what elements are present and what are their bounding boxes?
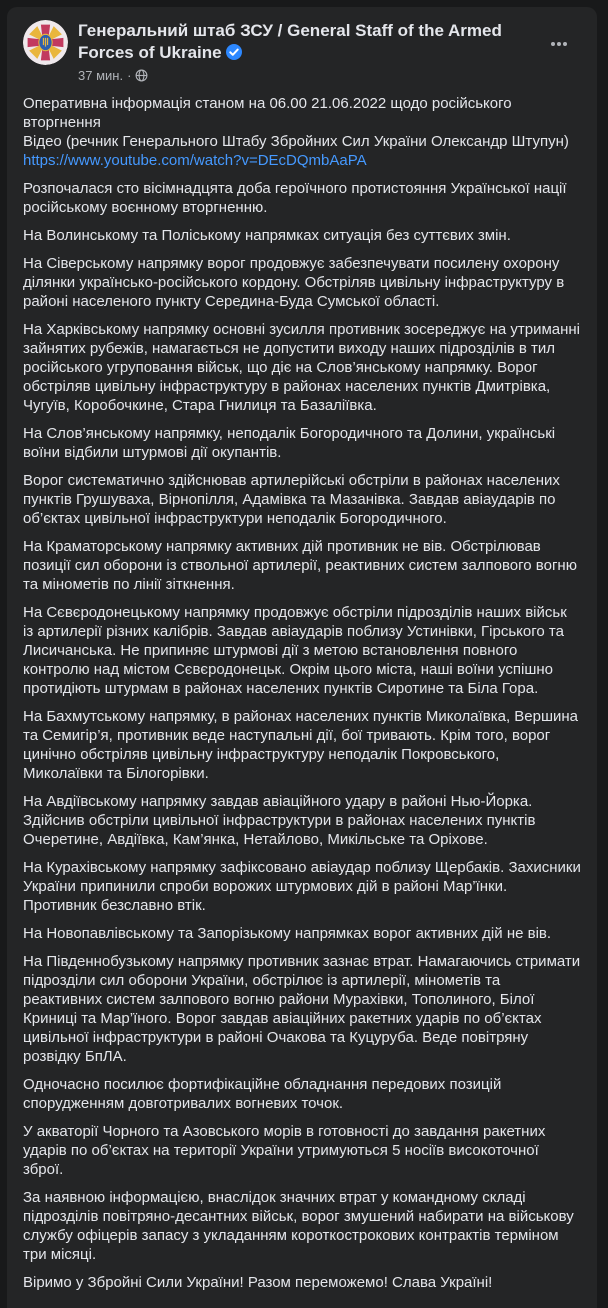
post-intro-line1: Оперативна інформація станом на 06.00 21.06.2022 щодо російського вторгнення <box>23 95 512 131</box>
post-paragraph: На Сіверському напрямку ворог продовжує забезпечувати посилену охорону ділянки українсько-російського кордону. Обстріляв цивільну інфраструктуру в районі населеного пункту Середина-Буда Сумської області. <box>23 255 565 310</box>
post-paragraph: У акваторії Чорного та Азовського морів в готовності до завдання ракетних ударів по об’єктах на території України утримуються 5 носіїв високоточної зброї. <box>23 1123 546 1178</box>
post-text <box>23 94 581 1292</box>
post-timestamp[interactable]: 37 мин. <box>78 68 124 83</box>
post-intro-block <box>23 94 581 170</box>
post-paragraph: На Сєвєродонецькому напрямку продовжує обстріли підрозділів наших військ із артилерії різних калібрів. Завдав авіаударів поблизу Устинівки, Гірського та Лисичанська. Не припиняє штурмові дії з метою встановлення повного контролю над містом Сєвєродонецьк. Окрім цього міста, наші воїни успішно протидіють штурмам в районах населених пунктів Сиротине та Біла Гора. <box>23 604 567 697</box>
page-name-link[interactable]: Генеральний штаб ЗСУ / General Staff of the Armed Forces of Ukraine <box>78 21 502 62</box>
post-paragraph: Розпочалася сто вісімнадцята доба героїчного протистояння Української нації російському воєнному вторгненню. <box>23 180 567 216</box>
general-staff-emblem-icon <box>23 52 68 65</box>
post-paragraph: На Харківському напрямку основні зусилля противник зосереджує на утриманні зайнятих рубежів, намагається не допустити виходу наших підрозділів в тил російського угруповання військ, що діє на Слов’янському напрямку. Ворог обстріляв цивільну інфраструктуру в районах населених пунктів Дмитрівка, Чугуїв, Коробочкине, Стара Гнилиця та Базаліївка. <box>23 321 581 414</box>
post-paragraph: На Південнобузькому напрямку противник зазнає втрат. Намагаючись стримати підрозділи сил оборони України, обстрілює із артилерії, мінометів та реактивних систем залпового вогню райони Мурахівки, Тополиного, Білої Криниці та Мар’їного. Ворог завдав авіаційних ракетних ударів по об’єктах цивільної інфраструктури в районі Очакова та Куцуруба. Веде повітряну розвідку БпЛА. <box>23 953 581 1065</box>
post-paragraph: На Курахівському напрямку зафіксовано авіаудар поблизу Щербаків. Захисники України припинили спроби ворожих штурмових дій в районі Мар’їнки. Противник безславно втік. <box>23 859 581 914</box>
globe-public-icon <box>135 69 148 82</box>
post-paragraph: За наявною інформацією, внаслідок значних втрат у командному складі підрозділів повітряно-десантних військ, ворог змушений набирати на військову службу офіцерів запасу з укладанням короткострокових контрактів терміном три місяці. <box>23 1189 574 1263</box>
post-meta <box>78 67 540 84</box>
verified-badge-icon <box>226 44 242 65</box>
post-paragraph: На Бахмутському напрямку, в районах населених пунктів Миколаївка, Вершина та Семигір’я, противник веде наступальні дії, бої тривають. Крім того, ворог цинічно обстріляв цивільну інфраструктуру неподалік Покровського, Миколаївки та Білогорівки. <box>23 708 579 782</box>
page-avatar[interactable] <box>23 20 68 65</box>
youtube-link[interactable]: https://www.youtube.com/watch?v=DEcDQmbAaPA <box>23 152 367 169</box>
post-paragraph: Одночасно посилює фортифікаційне обладнання передових позицій спорудженням довготривалих вогневих точок. <box>23 1076 502 1112</box>
post-paragraph: На Слов’янському напрямку, неподалік Богородичного та Долини, українські воїни відбили штурмові дії окупантів. <box>23 425 556 461</box>
post-header <box>23 20 581 84</box>
facebook-post-card <box>7 7 597 1308</box>
post-paragraph: На Волинському та Поліському напрямках ситуація без суттєвих змін. <box>23 227 511 244</box>
post-intro-line2: Відео (речник Генерального Штабу Збройних Сил України Олександр Штупун) <box>23 133 569 150</box>
meta-separator: · <box>127 68 132 83</box>
post-paragraph: На Авдіївському напрямку завдав авіаційного удару в районі Нью-Йорка. Здійснив обстріли цивільної інфраструктури в районах населених пунктів Очеретине, Авдіївка, Кам’янка, Нетайлово, Микільське та Оріхове. <box>23 793 536 848</box>
post-paragraph: На Новопавлівському та Запорізькому напрямках ворог активних дій не вів. <box>23 925 552 942</box>
post-paragraph: На Краматорському напрямку активних дій противник не вів. Обстрілював позиції сил оборони із ствольної артилерії, реактивних систем залпового вогню та мінометів по лінії зіткнення. <box>23 538 577 593</box>
more-options-button[interactable] <box>541 30 577 60</box>
three-dots-icon <box>548 33 570 58</box>
post-paragraph: Віримо у Збройні Сили України! Разом переможемо! Слава Україні! <box>23 1274 493 1291</box>
post-paragraphs <box>23 179 581 1292</box>
post-paragraph: Ворог систематично здійснював артилерійські обстріли в районах населених пунктів Грушуваха, Вірнопілля, Адамівка та Мазанівка. Завдав авіаударів по об’єктах цивільної інфраструктури неподалік Богородичного. <box>23 472 560 527</box>
